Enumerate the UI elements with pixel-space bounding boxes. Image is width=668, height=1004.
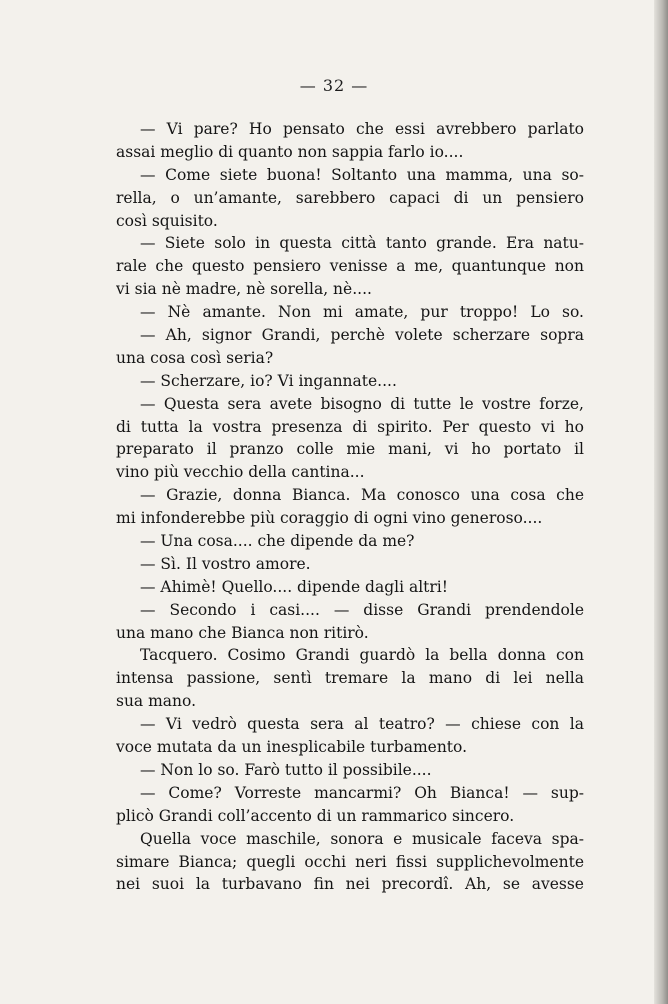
page-edge [654,0,668,1004]
text-line: — Siete solo in questa città tanto grande. Era natu- [140,234,584,253]
text-line: — Come siete buona! Soltanto una mamma, una so- [140,165,584,184]
text-line: così squisito. [116,211,218,230]
text-line: — Scherzare, io? Vi ingannate.... [140,371,397,390]
text-line: rella, o un’amante, sarebbero capaci di un pensiero [116,188,584,207]
text-line: Tacquero. Cosimo Grandi guardò la bella donna con [140,646,584,665]
text-line: — Vi pare? Ho pensato che essi avrebbero parlato [140,120,584,138]
text-line: — Come? Vorreste mancarmi? Oh Bianca! — sup- [140,783,584,802]
text-line: preparato il pranzo colle mie mani, vi ho portato il [116,440,584,459]
text-line: intensa passione, sentì tremare la mano di lei nella [116,669,584,688]
text-line: — Grazie, donna Bianca. Ma conosco una cosa che [140,486,584,505]
text-line: sua mano. [116,692,197,711]
text-line: nei suoi la turbavano fin nei precordî. Ah, se avesse [116,875,584,894]
text-line: voce mutata da un inesplicabile turbamento. [116,738,468,757]
text-line: — Non lo so. Farò tutto il possibile.... [140,760,432,779]
body-text [116,118,584,896]
text-line: — Una cosa.... che dipende da me? [140,532,415,551]
text-line: — Vi vedrò questa sera al teatro? — chiese con la [140,715,584,734]
text-line: simare Bianca; quegli occhi neri fissi supplichevolmente [116,852,584,871]
text-line: — Questa sera avete bisogno di tutte le vostre forze, [140,394,584,413]
text-line: — Secondo i casi.... — disse Grandi prendendole [140,600,584,619]
text-line: assai meglio di quanto non sappia farlo io.... [116,142,464,161]
text-line: — Sì. Il vostro amore. [140,554,311,573]
text-line: Quella voce maschile, sonora e musicale faceva spa- [140,829,584,848]
text-line: — Ah, signor Grandi, perchè volete scherzare sopra [140,326,584,345]
text-line: vino più vecchio della cantina... [116,463,365,482]
text-line: — Nè amante. Non mi amate, pur troppo! Lo so. [140,303,584,322]
page-number: — 32 — [299,76,369,95]
text-line: di tutta la vostra presenza di spirito. Per questo vi ho [116,417,584,436]
text-line: una mano che Bianca non ritirò. [116,623,369,642]
text-line: — Ahimè! Quello.... dipende dagli altri! [140,577,448,596]
text-line: mi infonderebbe più coraggio di ogni vino generoso.... [116,509,543,528]
text-line: plicò Grandi coll’accento di un rammarico sincero. [116,806,515,825]
text-line: rale che questo pensiero venisse a me, quantunque non [116,257,584,276]
text-line: una cosa così seria? [116,348,274,367]
text-line: vi sia nè madre, nè sorella, nè.... [116,280,372,299]
